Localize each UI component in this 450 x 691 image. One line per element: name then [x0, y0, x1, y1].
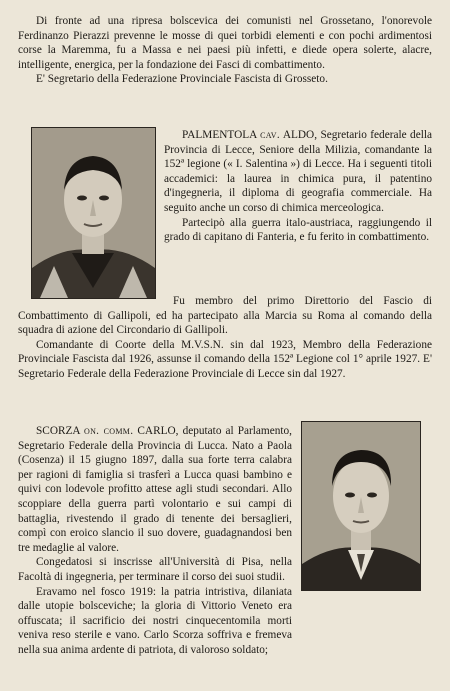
palmentola-paragraph-1 [164, 128, 432, 216]
intro-paragraph-1: Di fronte ad una ripresa bolscevica dei comunisti nel Grossetano, l'onorevole Ferdinanzo Pierazzi prevenne le mosse di quei torbidi elementi e con pochi ardimentosi corse la Maremma, fu a Massa e nei paesi più infetti, e diede opera solerte, alacre, intelligente, energica, per la fondazione dei Fasci di combattimento. [18, 15, 432, 71]
scorza-photo [301, 421, 421, 591]
portrait-photo-icon [302, 422, 420, 590]
scorza-first-name: CARLO, [137, 425, 179, 437]
palmentola-section-continued [18, 294, 432, 382]
scorza-title: on. comm. [84, 425, 134, 437]
palmentola-photo [31, 127, 156, 299]
palmentola-name: PALMENTOLA [182, 129, 257, 141]
palmentola-paragraph-3: Fu membro del primo Direttorio del Fascio di Combattimento di Gallipoli, ed ha partecipato alla Marcia su Roma al comando della squadra di azione del Circondario di Gallipoli. [18, 295, 432, 337]
scorza-text-1: deputato al Parlamento, Segretario Federale della Provincia di Lucca. Nato a Paola (Cosenza) il 15 giugno 1897, dalla sua forte terra calabra per ragioni di famiglia si trasferì a Lucca quasi bambino e quivi con lodevole profitto attese agli studi secondari. Allo scoppiare della guerra partì volontario e sui campi di battaglia, rivestendo il grado di tenente dei bersaglieri, compì con eroico slancio il suo dovere, guadagnandosi ben tre medaglie al valore. [18, 425, 292, 554]
intro-paragraph-2: E' Segretario della Federazione Provinciale Fascista di Grosseto. [36, 73, 328, 86]
scorza-name: SCORZA [36, 425, 80, 437]
intro-section [18, 14, 432, 87]
palmentola-section [164, 128, 432, 245]
scorza-paragraph-1 [18, 424, 292, 555]
scorza-paragraph-3: Eravamo nel fosco 1919: la patria intristiva, dilaniata dalle utopie bolsceviche; la gloria di Vittorio Veneto era offuscata; il sacrificio dei nostri cinquecentomila morti veniva reso sterile e vano. Carlo Scorza soffriva e fremeva nella sua anima ardente di patriota, di valoroso soldato; [18, 585, 292, 656]
palmentola-first-name: ALDO, [282, 129, 318, 141]
scorza-paragraph-2: Congedatosi si inscrisse all'Università di Pisa, nella Facoltà di ingegneria, per terminare il corso dei suoi studii. [18, 556, 292, 583]
palmentola-title: cav. [260, 129, 281, 141]
palmentola-paragraph-2: Partecipò alla guerra italo-austriaca, raggiungendo il grado di capitano di Fanteria, e fu ferito in combattimento. [164, 216, 432, 244]
palmentola-text-1: Segretario federale della Provincia di Lecce, Seniore della Milizia, comandante la 152ª legione (« I. Salentina ») di Lecce. Ha i seguenti titoli accademici: la laurea in chimica pura, il patentino d'ingegneria, il diploma di geografia commerciale. Ha seguito anche un corso di chimica merceologica. [164, 129, 433, 214]
portrait-photo-icon [32, 128, 155, 298]
palmentola-paragraph-4: Comandante di Coorte della M.V.S.N. sin dal 1923, Membro della Federazione Provinciale Fascista dal 1926, assunse il comando della 152ª Legione col 1° aprile 1927. E' Segretario Federale della Federazione Provinciale di Lecce sin dal 1927. [18, 338, 432, 380]
scorza-section [18, 424, 292, 658]
